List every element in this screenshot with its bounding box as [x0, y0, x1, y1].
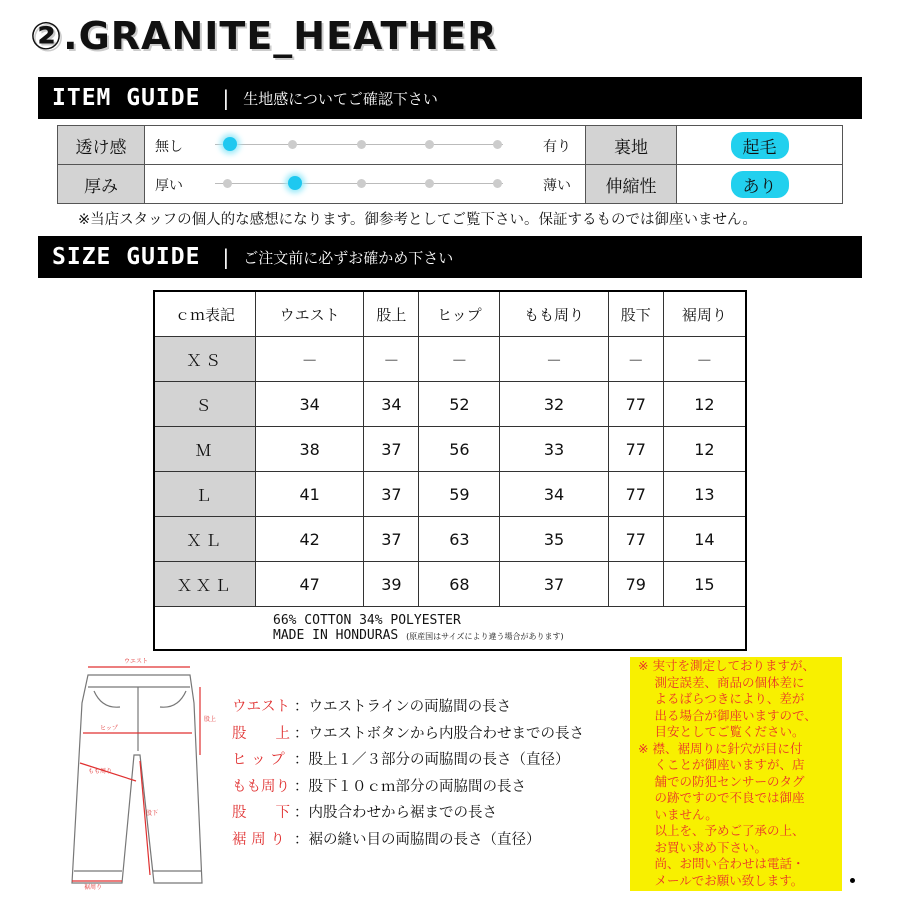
- item-guide-header: [38, 77, 862, 119]
- guide-label: 透け感: [58, 126, 145, 165]
- header-cell: ｃｍ表記: [154, 291, 256, 337]
- disclaimer-line: 以上を、予めご了承の上、: [638, 823, 805, 838]
- diagram-label-hem: 裾周り: [84, 884, 103, 891]
- disclaimer-line: 測定誤差、商品の個体差に: [638, 674, 805, 690]
- scale-dot: [288, 140, 297, 149]
- table-cell: －: [663, 337, 746, 382]
- value-badge: あり: [731, 171, 789, 198]
- thickness-scale: [145, 165, 586, 204]
- table-cell: 77: [608, 517, 663, 562]
- table-cell: 37: [500, 562, 608, 607]
- transparency-scale: [145, 126, 586, 165]
- composition-line: 66% COTTON 34% POLYESTER: [273, 612, 461, 628]
- table-cell: 34: [500, 472, 608, 517]
- table-cell: 14: [663, 517, 746, 562]
- definition-row: [232, 694, 584, 721]
- size-label: Ｌ: [154, 472, 256, 517]
- size-guide-header: [38, 236, 862, 278]
- guide-label: 裏地: [586, 126, 677, 165]
- definition-row: [232, 774, 584, 801]
- pants-diagram: [50, 655, 220, 891]
- disclaimer-line: メールでお願い致します。: [638, 872, 804, 888]
- table-row: [154, 382, 746, 427]
- table-cell: 47: [256, 562, 364, 607]
- scale-right-label: 薄い: [543, 178, 571, 194]
- disclaimer-line: よるばらつきにより、差が: [638, 691, 805, 706]
- size-guide-heading: SIZE GUIDE: [52, 244, 201, 270]
- diagram-label-thigh: もも周り: [88, 768, 113, 775]
- table-cell: 77: [608, 472, 663, 517]
- table-cell: 13: [663, 472, 746, 517]
- table-cell: 38: [256, 427, 364, 472]
- header-cell: ヒップ: [419, 291, 500, 337]
- size-label: ＸＳ: [154, 337, 256, 382]
- table-cell: －: [256, 337, 364, 382]
- table-cell: 77: [608, 427, 663, 472]
- table-cell: 79: [608, 562, 663, 607]
- header-cell: 裾周り: [663, 291, 746, 337]
- table-cell: 34: [364, 382, 419, 427]
- definition-text: ：裾の縫い目の両脇間の長さ（直径）: [294, 831, 541, 848]
- table-cell: 41: [256, 472, 364, 517]
- table-row: [154, 517, 746, 562]
- scale-dot: [425, 140, 434, 149]
- measurement-definitions: [232, 694, 584, 853]
- table-cell: 52: [419, 382, 500, 427]
- table-cell: 37: [364, 472, 419, 517]
- table-row: [154, 337, 746, 382]
- size-table: [153, 290, 747, 651]
- definition-text: ：内股合わせから裾までの長さ: [294, 805, 497, 821]
- pants-outline: [72, 675, 202, 883]
- table-cell: 39: [364, 562, 419, 607]
- scale-dot-selected: [288, 176, 302, 190]
- definition-row: [232, 800, 584, 827]
- size-label: ＸＸＬ: [154, 562, 256, 607]
- definition-row: [232, 827, 584, 854]
- table-row: [154, 472, 746, 517]
- scale-left-label: 無し: [155, 139, 183, 155]
- definition-key: ウエスト: [232, 699, 290, 715]
- header-cell: ウエスト: [256, 291, 364, 337]
- scale-dot: [493, 179, 502, 188]
- table-cell: 32: [500, 382, 608, 427]
- header-cell: 股下: [608, 291, 663, 337]
- disclaimer-line: ※ 実寸を測定しておりますが、: [638, 658, 815, 673]
- scale-dot: [357, 140, 366, 149]
- guide-label: 厚み: [58, 165, 145, 204]
- origin-text: MADE IN HONDURAS: [273, 627, 399, 643]
- definition-row: [232, 721, 584, 748]
- size-label: Ｓ: [154, 382, 256, 427]
- definition-key: 股 上: [232, 725, 290, 742]
- size-label: Ｍ: [154, 427, 256, 472]
- size-guide-subheading: ご注文前に必ずお確かめ下さい: [243, 248, 454, 267]
- composition-row: [154, 607, 746, 651]
- table-cell: 34: [256, 382, 364, 427]
- table-cell: 15: [663, 562, 746, 607]
- definition-text: ：股下１０ｃｍ部分の両脇間の長さ: [294, 778, 526, 795]
- table-row: [154, 562, 746, 607]
- disclaimer-line: くことが御座いますが、店: [638, 757, 805, 772]
- table-row: [154, 427, 746, 472]
- table-cell: 37: [364, 517, 419, 562]
- scale-dot-selected: [223, 137, 237, 151]
- table-cell: －: [500, 337, 608, 382]
- disclaimer-line: 目安としてご覧ください。: [638, 724, 805, 739]
- definition-text: ：ウエストラインの両脇間の長さ: [294, 699, 512, 715]
- table-cell: 12: [663, 382, 746, 427]
- item-guide-table: [57, 125, 843, 204]
- item-guide-heading: ITEM GUIDE: [52, 85, 201, 111]
- table-cell: 35: [500, 517, 608, 562]
- table-cell: －: [419, 337, 500, 382]
- diagram-label-waist: ウエスト: [124, 658, 149, 665]
- scale-dot: [493, 140, 502, 149]
- size-label: ＸＬ: [154, 517, 256, 562]
- end-dot: [850, 878, 855, 883]
- size-table-header: [154, 291, 746, 337]
- value-badge: 起毛: [731, 132, 789, 159]
- disclaimer-line: お買い求め下さい。: [638, 839, 767, 855]
- definition-key: ヒ ッ プ: [232, 752, 285, 768]
- page-title: ②.GRANITE_HEATHER: [30, 14, 498, 58]
- header-cell: もも周り: [500, 291, 608, 337]
- scale-dot: [425, 179, 434, 188]
- item-guide-separator: |: [222, 86, 230, 110]
- guide-row-thickness: [58, 165, 843, 204]
- guide-row-transparency: [58, 126, 843, 165]
- disclaimer-line: ※ 襟、裾周りに針穴が目に付: [638, 740, 803, 756]
- disclaimer-line: 舗での防犯センサーのタグ: [638, 773, 805, 789]
- item-guide-subheading: 生地感についてご確認下さい: [243, 89, 438, 108]
- scale-dot: [223, 179, 232, 188]
- definition-key: もも周り: [232, 778, 290, 795]
- composition-cell: [154, 607, 746, 651]
- origin-line: [273, 628, 745, 644]
- stretch-value: [677, 165, 843, 204]
- table-cell: 12: [663, 427, 746, 472]
- staff-note: ※当店スタッフの個人的な感想になります。御参考としてご覧下さい。保証するものでは御座いません。: [78, 212, 757, 228]
- definition-key: 裾 周 り: [232, 831, 285, 848]
- table-cell: 33: [500, 427, 608, 472]
- table-cell: 42: [256, 517, 364, 562]
- table-cell: 59: [419, 472, 500, 517]
- scale-left-label: 厚い: [155, 178, 183, 194]
- diagram-label-rise: 股上: [204, 716, 217, 723]
- definition-key: 股 下: [232, 805, 290, 821]
- guide-label: 伸縮性: [586, 165, 677, 204]
- table-cell: －: [364, 337, 419, 382]
- table-cell: 56: [419, 427, 500, 472]
- table-cell: 68: [419, 562, 500, 607]
- diagram-label-inseam: 股下: [146, 810, 159, 817]
- lining-value: [677, 126, 843, 165]
- disclaimer-line: 出る場合が御座いますので、: [638, 707, 817, 723]
- definition-row: [232, 747, 584, 774]
- disclaimer-line: 尚、お問い合わせは電話・: [638, 856, 805, 871]
- diagram-label-hip: ヒップ: [100, 725, 118, 732]
- origin-note: (原産国はサイズにより違う場合があります): [406, 631, 564, 641]
- table-cell: 37: [364, 427, 419, 472]
- disclaimer-line: いません。: [638, 806, 718, 822]
- scale-right-label: 有り: [543, 139, 571, 155]
- disclaimer-box: [630, 657, 842, 891]
- definition-text: ：ウエストボタンから内股合わせまでの長さ: [294, 725, 584, 742]
- table-cell: 77: [608, 382, 663, 427]
- table-cell: －: [608, 337, 663, 382]
- size-guide-separator: |: [222, 245, 230, 269]
- definition-text: ：股上１／３部分の両脇間の長さ（直径）: [294, 752, 570, 768]
- header-cell: 股上: [364, 291, 419, 337]
- scale-dot: [357, 179, 366, 188]
- disclaimer-line: の跡ですので不良では御座: [638, 790, 805, 805]
- table-cell: 63: [419, 517, 500, 562]
